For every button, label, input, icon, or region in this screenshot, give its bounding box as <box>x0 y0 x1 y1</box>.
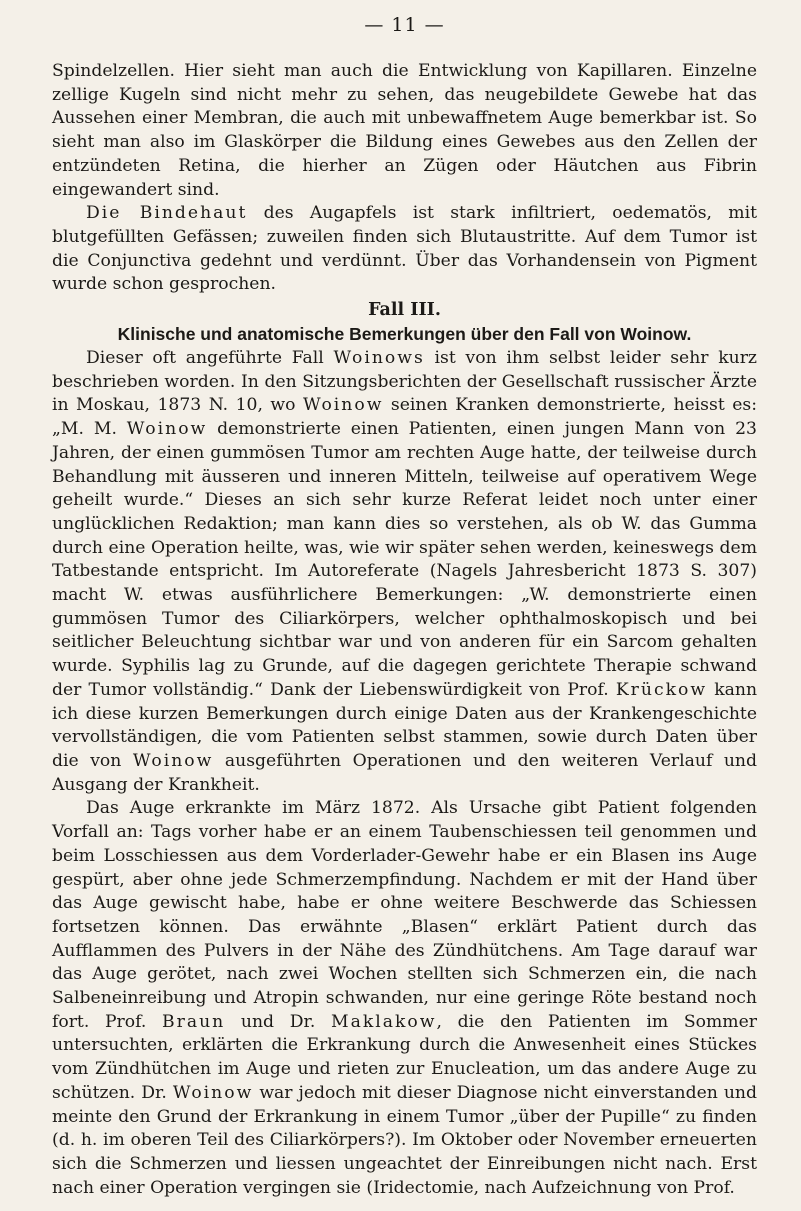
term-bindehaut: Die Bindehaut <box>86 203 248 224</box>
text-run: Das Auge erkrankte im März 1872. Als Ursache gibt Patient folgenden Vorfall an: Tags vorher habe er an einem Taubenschiessen teil genommen und beim Losschiessen aus dem Vorderlader-Gewehr habe er ein Blasen ins Auge gespürt, aber ohne jede Schmerzempfindung. Nachdem er mit der Hand über das Auge gewischt habe, habe er ohne weitere Beschwerde das Schiessen fortsetzen können. Das erwähnte „Blasen“ erklärt Patient durch das Aufflammen des Pulvers in der Nähe des Zündhütchens. Am Tage darauf war das Auge gerötet, nach zwei Wochen stellten sich Schmerzen ein, die nach Salbeneinreibung und Atropin schwanden, nur eine geringe Röte bestand noch fort. Prof. <box>52 798 757 1032</box>
name-braun: Braun <box>162 1011 226 1032</box>
text-run: ist von ihm selbst leider sehr kurz beschrieben worden. In den Sitzungsberichten der Gesellschaft russischer Ärzte in Moskau, 1873 N. 10, wo <box>52 348 757 416</box>
name-woinow: Woinow <box>132 750 214 771</box>
text-run: Dieser oft angeführte Fall <box>86 348 334 369</box>
text-run: kann ich diese kurzen Bemerkungen durch einige Daten aus der Krankengeschichte vervollständigen, die vom Patienten selbst stammen, sowie durch Daten über die von <box>52 679 758 771</box>
case-heading: Fall III. <box>368 300 441 321</box>
name-woinow: Woinow <box>302 395 384 416</box>
name-woinow: Woinow <box>126 419 208 440</box>
paragraph-continuation: Spindelzellen. Hier sieht man auch die Entwicklung von Kapillaren. Einzelne zellige Kugeln sind nicht mehr zu sehen, das neugebildete Gewebe hat das Aussehen einer Membran, die auch mit unbewaffnetem Auge bemerkbar ist. So sieht man also im Glaskörper die Bildung eines Gewebes aus den Zellen der entzündeten Retina, die hierher an Zügen oder Häutchen aus Fibrin eingewandert sind. <box>52 61 757 200</box>
paragraph-bindehaut-text: des Augapfels ist stark infiltriert, oedematös, mit blutgefüllten Gefässen; zuweilen finden sich Blutaustritte. Auf dem Tumor ist die Conjunctiva gedehnt und verdünnt. Über das Vorhandensein von Pigment wurde schon gesprochen. <box>52 203 757 295</box>
text-run: und Dr. <box>225 1011 331 1032</box>
text-run: seinen Kranken demonstrierte, heisst es: „M. M. <box>52 395 757 440</box>
text-run: war jedoch mit dieser Diagnose nicht einverstanden und meinte den Grund der Erkrankung in einem Tumor „über der Pupille“ zu finden (d. h. im oberen Teil des Ciliarkörpers?). Im Oktober oder November erneuerten sich die Schmerzen und liessen ungeachtet der Einreibungen nicht nach. Erst nach einer Operation vergingen sie (Iridectomie, nach Aufzeichnung von Prof. <box>52 1082 757 1198</box>
paragraph-history <box>52 797 757 1200</box>
name-woinow: Woinow <box>172 1082 254 1103</box>
name-kruckow: Krückow <box>615 679 708 700</box>
text-run: demonstrierte einen Patienten, einen jungen Mann von 23 Jahren, der einen gummösen Tumor am rechten Auge hatte, der teilweise durch Behandlung mit äusseren und inneren Mitteln, teilweise auf operativem Wege geheilt wurde.“ Dieses an sich sehr kurze Referat leidet noch unter einer unglücklichen Redaktion; man kann dies so verstehen, als ob W. das Gumma durch eine Operation heilte, was, wie wir später sehen werden, keineswegs dem Tatbestande entspricht. Im Autoreferate (Nagels Jahresbericht 1873 S. 307) macht W. etwas ausführlichere Bemerkungen: „W. demonstrierte einen gummösen Tumor des Ciliarkörpers, welcher ophthalmoskopisch und bei seitlicher Beleuchtung sichtbar war und von anderen für ein Sarcom gehalten wurde. Syphilis lag zu Grunde, auf die dagegen gerichtete Therapie schwand der Tumor vollständig.“ Dank der Liebenswürdigkeit von Prof. <box>52 419 757 700</box>
text-run: , die den Patienten im Sommer untersuchten, erklärten die Erkrankung durch die Anwesenheit eines Stückes vom Zündhütchen im Auge und rieten zur Enucleation, um das andere Auge zu schützen. Dr. <box>52 1011 757 1103</box>
name-maklakow: Maklakow <box>330 1011 437 1032</box>
page-number: — 11 — <box>364 14 445 36</box>
text-run: ausgeführten Operationen und den weiteren Verlauf und Ausgang der Krankheit. <box>52 750 757 795</box>
paragraph-woinow-case <box>52 347 757 797</box>
name-woinow: Woinows <box>333 348 425 369</box>
paragraph-bindehaut <box>52 202 757 297</box>
section-heading: Klinische und anatomische Bemerkungen über den Fall von Woinow. <box>117 324 692 345</box>
